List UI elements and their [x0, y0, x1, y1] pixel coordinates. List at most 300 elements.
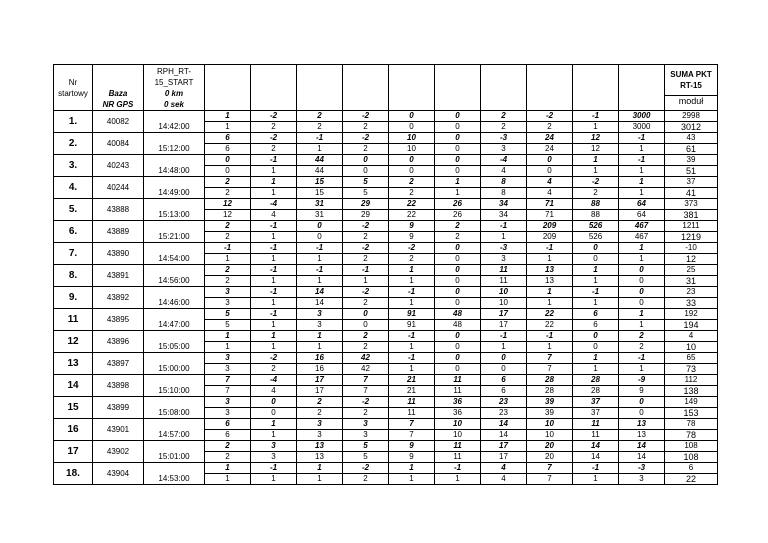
sum-cell: 4	[665, 331, 718, 342]
modul-cell: 13	[527, 276, 573, 287]
modul-cell: 6	[481, 386, 527, 397]
score-cell: -1	[527, 243, 573, 254]
score-cell: 28	[527, 375, 573, 386]
modul-cell: 1	[619, 320, 665, 331]
time-spacer	[144, 265, 205, 276]
start-number: 11	[54, 309, 93, 331]
start-number: 15	[54, 397, 93, 419]
score-cell: -1	[297, 243, 343, 254]
rph-line-1: RPH_RT-	[156, 66, 192, 76]
table-row	[54, 474, 718, 485]
score-cell: -2	[343, 463, 389, 474]
table-row	[54, 265, 718, 276]
modul-cell: 11	[389, 408, 435, 419]
table-row	[54, 419, 718, 430]
empty-header	[619, 65, 665, 111]
score-cell: 1	[619, 309, 665, 320]
modul-cell: 2	[251, 364, 297, 375]
modul-cell: 1	[297, 474, 343, 485]
score-cell: 13	[297, 441, 343, 452]
gps-number: 43899	[93, 397, 144, 419]
table-row	[54, 221, 718, 232]
score-cell: 7	[389, 419, 435, 430]
sum-cell: 192	[665, 309, 718, 320]
sum-cell: 43	[665, 133, 718, 144]
modul-cell: 17	[297, 386, 343, 397]
modul-cell: 3	[205, 298, 251, 309]
table-row	[54, 452, 718, 463]
suma-header	[665, 65, 718, 111]
start-number: 8.	[54, 265, 93, 287]
modul-cell: 2	[619, 342, 665, 353]
modul-cell: 3000	[619, 122, 665, 133]
score-cell: 0	[435, 331, 481, 342]
modul-cell: 1	[205, 122, 251, 133]
modul-sum-cell: 194	[665, 320, 718, 331]
modul-cell: 2	[205, 188, 251, 199]
modul-cell: 0	[389, 122, 435, 133]
score-cell: -2	[343, 221, 389, 232]
table-row	[54, 232, 718, 243]
score-cell: 0	[435, 243, 481, 254]
modul-cell: 7	[389, 430, 435, 441]
modul-cell: 28	[573, 386, 619, 397]
table-row	[54, 441, 718, 452]
score-cell: 22	[527, 309, 573, 320]
modul-cell: 2	[573, 188, 619, 199]
score-cell: -1	[527, 331, 573, 342]
score-cell: 0	[435, 133, 481, 144]
modul-cell: 20	[527, 452, 573, 463]
modul-cell: 1	[297, 276, 343, 287]
score-cell: 1	[297, 331, 343, 342]
modul-cell: 1	[573, 276, 619, 287]
sum-cell: 25	[665, 265, 718, 276]
start-time: 14:46:00	[144, 298, 205, 309]
score-cell: 14	[619, 441, 665, 452]
modul-cell: 0	[435, 342, 481, 353]
modul-cell: 3	[251, 452, 297, 463]
modul-cell: 88	[573, 210, 619, 221]
score-cell: 42	[343, 353, 389, 364]
modul-cell: 1	[573, 364, 619, 375]
score-cell: 26	[435, 199, 481, 210]
score-cell: 0	[481, 353, 527, 364]
modul-cell: 37	[573, 408, 619, 419]
score-cell: -1	[251, 155, 297, 166]
score-cell: 11	[435, 375, 481, 386]
gps-number: 40244	[93, 177, 144, 199]
modul-cell: 15	[297, 188, 343, 199]
score-cell: -1	[251, 243, 297, 254]
start-time: 14:56:00	[144, 276, 205, 287]
table-row	[54, 243, 718, 254]
sum-cell: 6	[665, 463, 718, 474]
score-cell: 3	[297, 309, 343, 320]
score-cell: 23	[481, 397, 527, 408]
modul-cell: 1	[251, 342, 297, 353]
start-time: 14:54:00	[144, 254, 205, 265]
score-cell: 2	[205, 221, 251, 232]
modul-cell: 1	[297, 144, 343, 155]
table-row	[54, 177, 718, 188]
score-cell: -1	[573, 463, 619, 474]
modul-cell: 11	[435, 452, 481, 463]
modul-cell: 2	[251, 122, 297, 133]
suma-label: SUMA PKT	[670, 69, 712, 79]
modul-cell: 34	[481, 210, 527, 221]
score-cell: 9	[389, 221, 435, 232]
gps-number: 43888	[93, 199, 144, 221]
sum-cell: 373	[665, 199, 718, 210]
score-cell: 2	[389, 177, 435, 188]
modul-cell: 1	[389, 364, 435, 375]
modul-cell: 28	[527, 386, 573, 397]
score-cell: 0	[573, 331, 619, 342]
modul-cell: 10	[481, 298, 527, 309]
modul-cell: 4	[527, 188, 573, 199]
score-cell: -1	[573, 111, 619, 122]
modul-cell: 1	[389, 298, 435, 309]
modul-cell: 1	[527, 254, 573, 265]
modul-cell: 16	[297, 364, 343, 375]
start-number: 13	[54, 353, 93, 375]
modul-cell: 10	[389, 144, 435, 155]
score-cell: 5	[205, 309, 251, 320]
score-cell: -1	[297, 133, 343, 144]
score-cell: 1	[251, 331, 297, 342]
sum-cell: 65	[665, 353, 718, 364]
modul-sum-cell: 10	[665, 342, 718, 353]
score-cell: 0	[389, 111, 435, 122]
modul-cell: 9	[619, 386, 665, 397]
modul-cell: 2	[205, 276, 251, 287]
time-spacer	[144, 441, 205, 452]
modul-cell: 10	[435, 430, 481, 441]
start-time: 15:08:00	[144, 408, 205, 419]
modul-cell: 1	[251, 298, 297, 309]
start-number: 18.	[54, 463, 93, 485]
score-cell: 1	[389, 265, 435, 276]
modul-cell: 1	[527, 342, 573, 353]
modul-cell: 1	[619, 144, 665, 155]
score-cell: -1	[389, 353, 435, 364]
score-cell: 1	[205, 463, 251, 474]
score-cell: -2	[343, 243, 389, 254]
modul-cell: 22	[527, 320, 573, 331]
time-spacer	[144, 419, 205, 430]
modul-cell: 6	[205, 144, 251, 155]
modul-cell: 1	[435, 474, 481, 485]
start-time: 14:49:00	[144, 188, 205, 199]
modul-sum-cell: 138	[665, 386, 718, 397]
modul-cell: 14	[619, 452, 665, 463]
score-cell: 11	[481, 265, 527, 276]
score-cell: 36	[435, 397, 481, 408]
score-cell: -1	[619, 133, 665, 144]
modul-cell: 0	[573, 254, 619, 265]
modul-cell: 39	[527, 408, 573, 419]
score-cell: 0	[205, 155, 251, 166]
modul-cell: 0	[297, 232, 343, 243]
time-spacer	[144, 309, 205, 320]
start-number: 16	[54, 419, 93, 441]
time-spacer	[144, 287, 205, 298]
table-row	[54, 144, 718, 155]
start-number: 14	[54, 375, 93, 397]
sum-cell: 149	[665, 397, 718, 408]
score-cell: 2	[343, 331, 389, 342]
table-row	[54, 166, 718, 177]
score-cell: 1	[251, 419, 297, 430]
score-cell: 526	[573, 221, 619, 232]
table-row	[54, 199, 718, 210]
score-cell: -1	[619, 353, 665, 364]
score-cell: -1	[205, 243, 251, 254]
table-row	[54, 188, 718, 199]
modul-cell: 5	[343, 452, 389, 463]
score-cell: 21	[389, 375, 435, 386]
score-cell: -1	[389, 287, 435, 298]
start-time: 15:13:00	[144, 210, 205, 221]
score-cell: 44	[297, 155, 343, 166]
score-cell: 48	[435, 309, 481, 320]
modul-cell: 6	[205, 430, 251, 441]
modul-cell: 0	[619, 298, 665, 309]
table-row	[54, 430, 718, 441]
start-time: 14:57:00	[144, 430, 205, 441]
table-row	[54, 287, 718, 298]
rt15-label: RT-15	[680, 80, 702, 90]
modul-sum-cell: 33	[665, 298, 718, 309]
score-cell: 11	[573, 419, 619, 430]
score-cell: 2	[205, 441, 251, 452]
score-cell: 13	[619, 419, 665, 430]
modul-cell: 14	[573, 452, 619, 463]
modul-cell: 1	[251, 276, 297, 287]
start-number: 3.	[54, 155, 93, 177]
score-cell: 6	[205, 419, 251, 430]
start-time: 14:47:00	[144, 320, 205, 331]
score-cell: 91	[389, 309, 435, 320]
score-cell: 22	[389, 199, 435, 210]
score-cell: 14	[481, 419, 527, 430]
score-cell: 17	[481, 309, 527, 320]
gps-number: 43904	[93, 463, 144, 485]
modul-cell: 209	[527, 232, 573, 243]
score-cell: 0	[619, 287, 665, 298]
modul-cell: 2	[343, 232, 389, 243]
score-cell: -1	[389, 331, 435, 342]
score-cell: 34	[481, 199, 527, 210]
gps-number: 43896	[93, 331, 144, 353]
modul-cell: 1	[251, 166, 297, 177]
modul-cell: 0	[435, 144, 481, 155]
start-number: 5.	[54, 199, 93, 221]
modul-cell: 1	[619, 166, 665, 177]
modul-sum-cell: 61	[665, 144, 718, 155]
gps-number: 43891	[93, 265, 144, 287]
score-cell: -2	[343, 287, 389, 298]
score-cell: 9	[389, 441, 435, 452]
modul-sum-cell: 12	[665, 254, 718, 265]
modul-cell: 48	[435, 320, 481, 331]
modul-cell: 2	[251, 144, 297, 155]
nr-gps-label: NR GPS	[102, 100, 134, 109]
modul-cell: 0	[389, 166, 435, 177]
score-cell: -2	[343, 111, 389, 122]
modul-cell: 1	[343, 276, 389, 287]
modul-cell: 91	[389, 320, 435, 331]
gps-number: 40082	[93, 111, 144, 133]
modul-cell: 22	[389, 210, 435, 221]
gps-number: 40084	[93, 133, 144, 155]
score-cell: 3	[205, 287, 251, 298]
gps-number: 43889	[93, 221, 144, 243]
nr-startowy-header	[54, 65, 93, 111]
gps-number: 43895	[93, 309, 144, 331]
modul-sum-cell: 108	[665, 452, 718, 463]
time-spacer	[144, 375, 205, 386]
rph-distance: 0 km	[164, 88, 184, 98]
modul-cell: 1	[205, 254, 251, 265]
score-cell: -1	[343, 265, 389, 276]
score-cell: -3	[619, 463, 665, 474]
modul-cell: 1	[435, 188, 481, 199]
score-cell: 28	[573, 375, 619, 386]
score-cell: -1	[573, 287, 619, 298]
score-cell: 11	[435, 441, 481, 452]
modul-cell: 1	[251, 430, 297, 441]
score-cell: 7	[527, 463, 573, 474]
start-number: 9.	[54, 287, 93, 309]
modul-cell: 1	[297, 254, 343, 265]
modul-cell: 9	[389, 232, 435, 243]
start-time: 14:48:00	[144, 166, 205, 177]
score-cell: 0	[389, 155, 435, 166]
score-cell: 467	[619, 221, 665, 232]
modul-cell: 12	[573, 144, 619, 155]
score-cell: -2	[251, 353, 297, 364]
score-cell: 1	[389, 463, 435, 474]
modul-cell: 1	[251, 188, 297, 199]
table-row	[54, 353, 718, 364]
modul-sum-cell: 78	[665, 430, 718, 441]
modul-cell: 1	[251, 232, 297, 243]
modul-cell: 4	[481, 166, 527, 177]
score-cell: 3	[297, 419, 343, 430]
time-spacer	[144, 243, 205, 254]
score-cell: 209	[527, 221, 573, 232]
score-cell: 1	[619, 177, 665, 188]
start-number: 4.	[54, 177, 93, 199]
score-cell: 10	[527, 419, 573, 430]
modul-cell: 3	[619, 474, 665, 485]
modul-cell: 8	[481, 188, 527, 199]
gps-number: 43892	[93, 287, 144, 309]
score-cell: 3000	[619, 111, 665, 122]
modul-cell: 0	[435, 276, 481, 287]
start-number: 1.	[54, 111, 93, 133]
table-row	[54, 254, 718, 265]
modul-cell: 14	[297, 298, 343, 309]
modul-cell: 1	[251, 254, 297, 265]
score-cell: 37	[573, 397, 619, 408]
modul-cell: 0	[435, 298, 481, 309]
score-cell: 10	[435, 419, 481, 430]
modul-cell: 42	[343, 364, 389, 375]
sum-cell: 39	[665, 155, 718, 166]
table-row	[54, 133, 718, 144]
score-cell: 10	[481, 287, 527, 298]
score-cell: 2	[205, 265, 251, 276]
modul-cell: 23	[481, 408, 527, 419]
modul-cell: 1	[205, 474, 251, 485]
start-number: 12	[54, 331, 93, 353]
table-row	[54, 386, 718, 397]
start-time: 15:21:00	[144, 232, 205, 243]
score-cell: 1	[205, 111, 251, 122]
score-cell: -3	[481, 133, 527, 144]
empty-header	[251, 65, 297, 111]
score-cell: -3	[481, 243, 527, 254]
modul-cell: 13	[619, 430, 665, 441]
empty-header	[389, 65, 435, 111]
modul-cell: 4	[251, 210, 297, 221]
score-cell: -1	[251, 265, 297, 276]
empty-header	[481, 65, 527, 111]
modul-cell: 1	[389, 276, 435, 287]
sum-cell: 112	[665, 375, 718, 386]
start-number: 6.	[54, 221, 93, 243]
score-cell: 4	[481, 463, 527, 474]
sum-cell: -10	[665, 243, 718, 254]
score-cell: 6	[205, 133, 251, 144]
table-row	[54, 397, 718, 408]
score-cell: 0	[251, 397, 297, 408]
score-cell: -1	[481, 331, 527, 342]
modul-cell: 526	[573, 232, 619, 243]
start-time: 15:00:00	[144, 364, 205, 375]
modul-cell: 1	[573, 122, 619, 133]
modul-cell: 1	[205, 342, 251, 353]
score-cell: 88	[573, 199, 619, 210]
modul-cell: 2	[343, 298, 389, 309]
header-row	[54, 65, 718, 111]
time-spacer	[144, 331, 205, 342]
modul-cell: 1	[619, 188, 665, 199]
score-cell: -1	[251, 463, 297, 474]
score-cell: 1	[527, 287, 573, 298]
rph-line-2: 15_START	[154, 77, 194, 87]
score-cell: 14	[573, 441, 619, 452]
modul-cell: 11	[573, 430, 619, 441]
gps-number: 43897	[93, 353, 144, 375]
modul-cell: 2	[205, 452, 251, 463]
table-row	[54, 375, 718, 386]
modul-cell: 26	[435, 210, 481, 221]
time-spacer	[144, 397, 205, 408]
gps-number: 43898	[93, 375, 144, 397]
modul-cell: 0	[251, 408, 297, 419]
time-spacer	[144, 111, 205, 122]
time-spacer	[144, 133, 205, 144]
modul-cell: 1	[251, 320, 297, 331]
modul-cell: 1	[573, 474, 619, 485]
score-cell: -9	[619, 375, 665, 386]
modul-sum-cell: 3012	[665, 122, 718, 133]
table-row	[54, 298, 718, 309]
